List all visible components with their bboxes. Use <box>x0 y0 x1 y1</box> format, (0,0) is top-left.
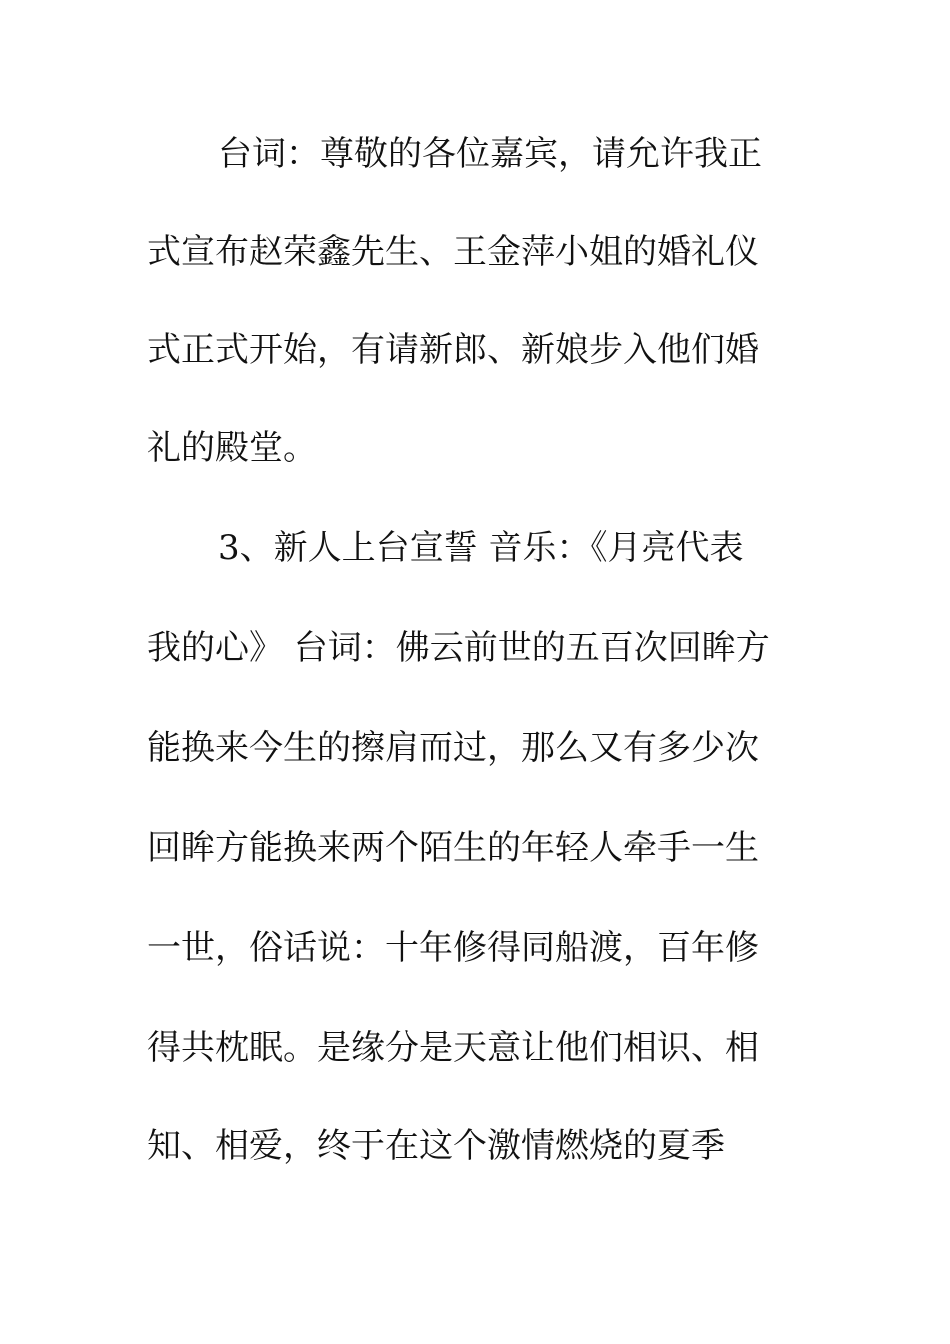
text-line: 台词：尊敬的各位嘉宾，请允许我正 <box>218 134 762 174</box>
text-line: 礼的殿堂。 <box>147 428 317 468</box>
text-line: 3、新人上台宣誓 音乐：《月亮代表 <box>218 528 744 568</box>
text-line: 我的心》 台词：佛云前世的五百次回眸方 <box>147 628 770 668</box>
text-line: 回眸方能换来两个陌生的年轻人牵手一生 <box>147 828 759 868</box>
text-line: 式宣布赵荣鑫先生、王金萍小姐的婚礼仪 <box>147 232 759 272</box>
text-line: 知、相爱，终于在这个激情燃烧的夏季 <box>147 1126 725 1166</box>
text-line: 一世，俗话说：十年修得同船渡，百年修 <box>147 928 759 968</box>
text-line: 得共枕眠。是缘分是天意让他们相识、相 <box>147 1028 759 1068</box>
text-line: 能换来今生的擦肩而过，那么又有多少次 <box>147 728 759 768</box>
text-line: 式正式开始，有请新郎、新娘步入他们婚 <box>147 330 759 370</box>
